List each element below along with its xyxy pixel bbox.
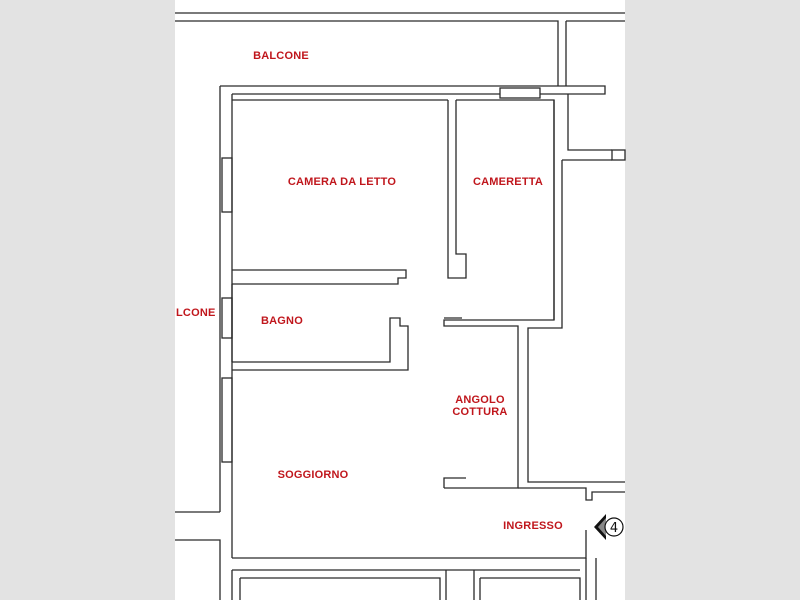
room-label-bagno: BAGNO [261, 315, 303, 327]
plan-sheet [175, 0, 625, 600]
room-label-balcone-top: BALCONE [253, 50, 309, 62]
view-marker-number: 4 [609, 521, 619, 536]
room-label-ingresso: INGRESSO [503, 520, 563, 532]
room-label-angolo: ANGOLO [455, 394, 505, 406]
room-label-camera-da-letto: CAMERA DA LETTO [287, 176, 397, 188]
room-label-cottura: COTTURA [452, 406, 508, 418]
room-label-cameretta: CAMERETTA [472, 176, 544, 188]
room-label-balcone-left: LCONE [176, 307, 216, 319]
room-label-soggiorno: SOGGIORNO [277, 469, 349, 481]
